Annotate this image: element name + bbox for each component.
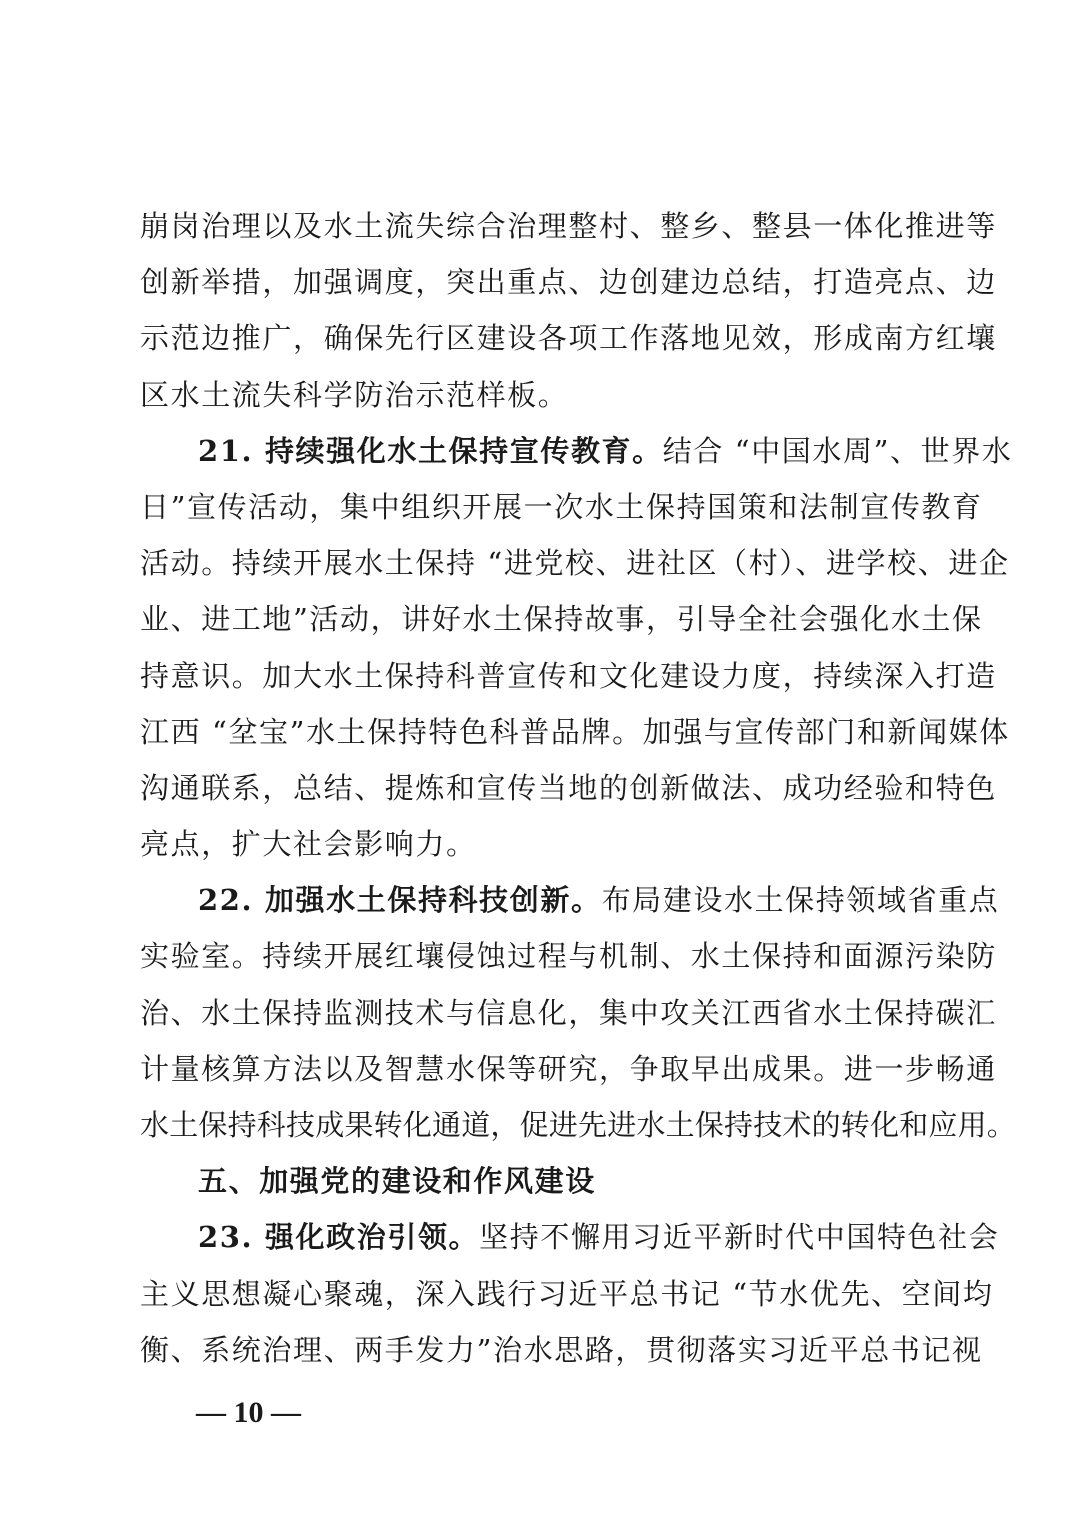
text-line: 崩岗治理以及水土流失综合治理整村、整乡、整县一体化推进等 (140, 209, 997, 243)
item-22-text: 布局建设水土保持领域省重点 (601, 883, 1000, 918)
text-line: 实验室。持续开展红壤侵蚀过程与机制、水土保持和面源污染防 (140, 939, 997, 974)
text-line: 主义思想凝心聚魂，深入践行习近平总书记 “节水优先、空间均 (140, 1276, 994, 1311)
text-line: 业、进工地”活动，讲好水土保持故事，引导全社会强化水土保 (140, 602, 983, 637)
item-21-text: 结合 “中国水周”、世界水 (662, 433, 1013, 468)
text-line: 持意识。加大水土保持科普宣传和文化建设力度，持续深入打造 (140, 658, 997, 693)
item-21-heading: 21. 持续强化水土保持宣传教育。 (198, 433, 663, 468)
document-body (140, 198, 1017, 1378)
paragraph-21-first-line (140, 423, 1013, 479)
text-line: 计量核算方法以及智慧水保等研究，争取早出成果。进一步畅通 (140, 1051, 997, 1086)
section-heading: 五、加强党的建设和作风建设 (198, 1164, 596, 1199)
paragraph-22-first-line (140, 872, 1000, 928)
text-line: 创新举措，加强调度，突出重点、边创建边总结，打造亮点、边 (140, 265, 997, 300)
text-line: 治、水土保持监测技术与信息化，集中攻关江西省水土保持碳汇 (140, 995, 997, 1030)
text-line: 衡、系统治理、两手发力”治水思路，贯彻落实习近平总书记视 (140, 1332, 983, 1367)
item-23-text: 坚持不懈用习近平新时代中国特色社会 (479, 1220, 1000, 1255)
text-line: 亮点，扩大社会影响力。 (140, 827, 477, 862)
text-line: 区水土流失科学防治示范样板。 (140, 377, 569, 412)
text-line: 沟通联系，总结、提炼和宣传当地的创新做法、成功经验和特色 (140, 770, 997, 805)
text-line: 日”宣传活动，集中组织开展一次水土保持国策和法制宣传教育 (140, 489, 983, 524)
text-line: 示范边推广，确保先行区建设各项工作落地见效，形成南方红壤 (140, 321, 997, 356)
page-number: — 10 — (196, 1396, 301, 1429)
item-22-heading: 22. 加强水土保持科技创新。 (198, 883, 602, 918)
text-line: 活动。持续开展水土保持 “进党校、进社区（村）、进学校、进企 (140, 546, 1010, 581)
text-line: 江西 “坌宝”水土保持特色科普品牌。加强与宣传部门和新闻媒体 (140, 714, 1010, 749)
item-23-heading: 23. 强化政治引领。 (198, 1220, 480, 1255)
paragraph-23-first-line (140, 1209, 1000, 1265)
text-line: 水土保持科技成果转化通道，促进先进水土保持技术的转化和应用。 (140, 1108, 1017, 1142)
